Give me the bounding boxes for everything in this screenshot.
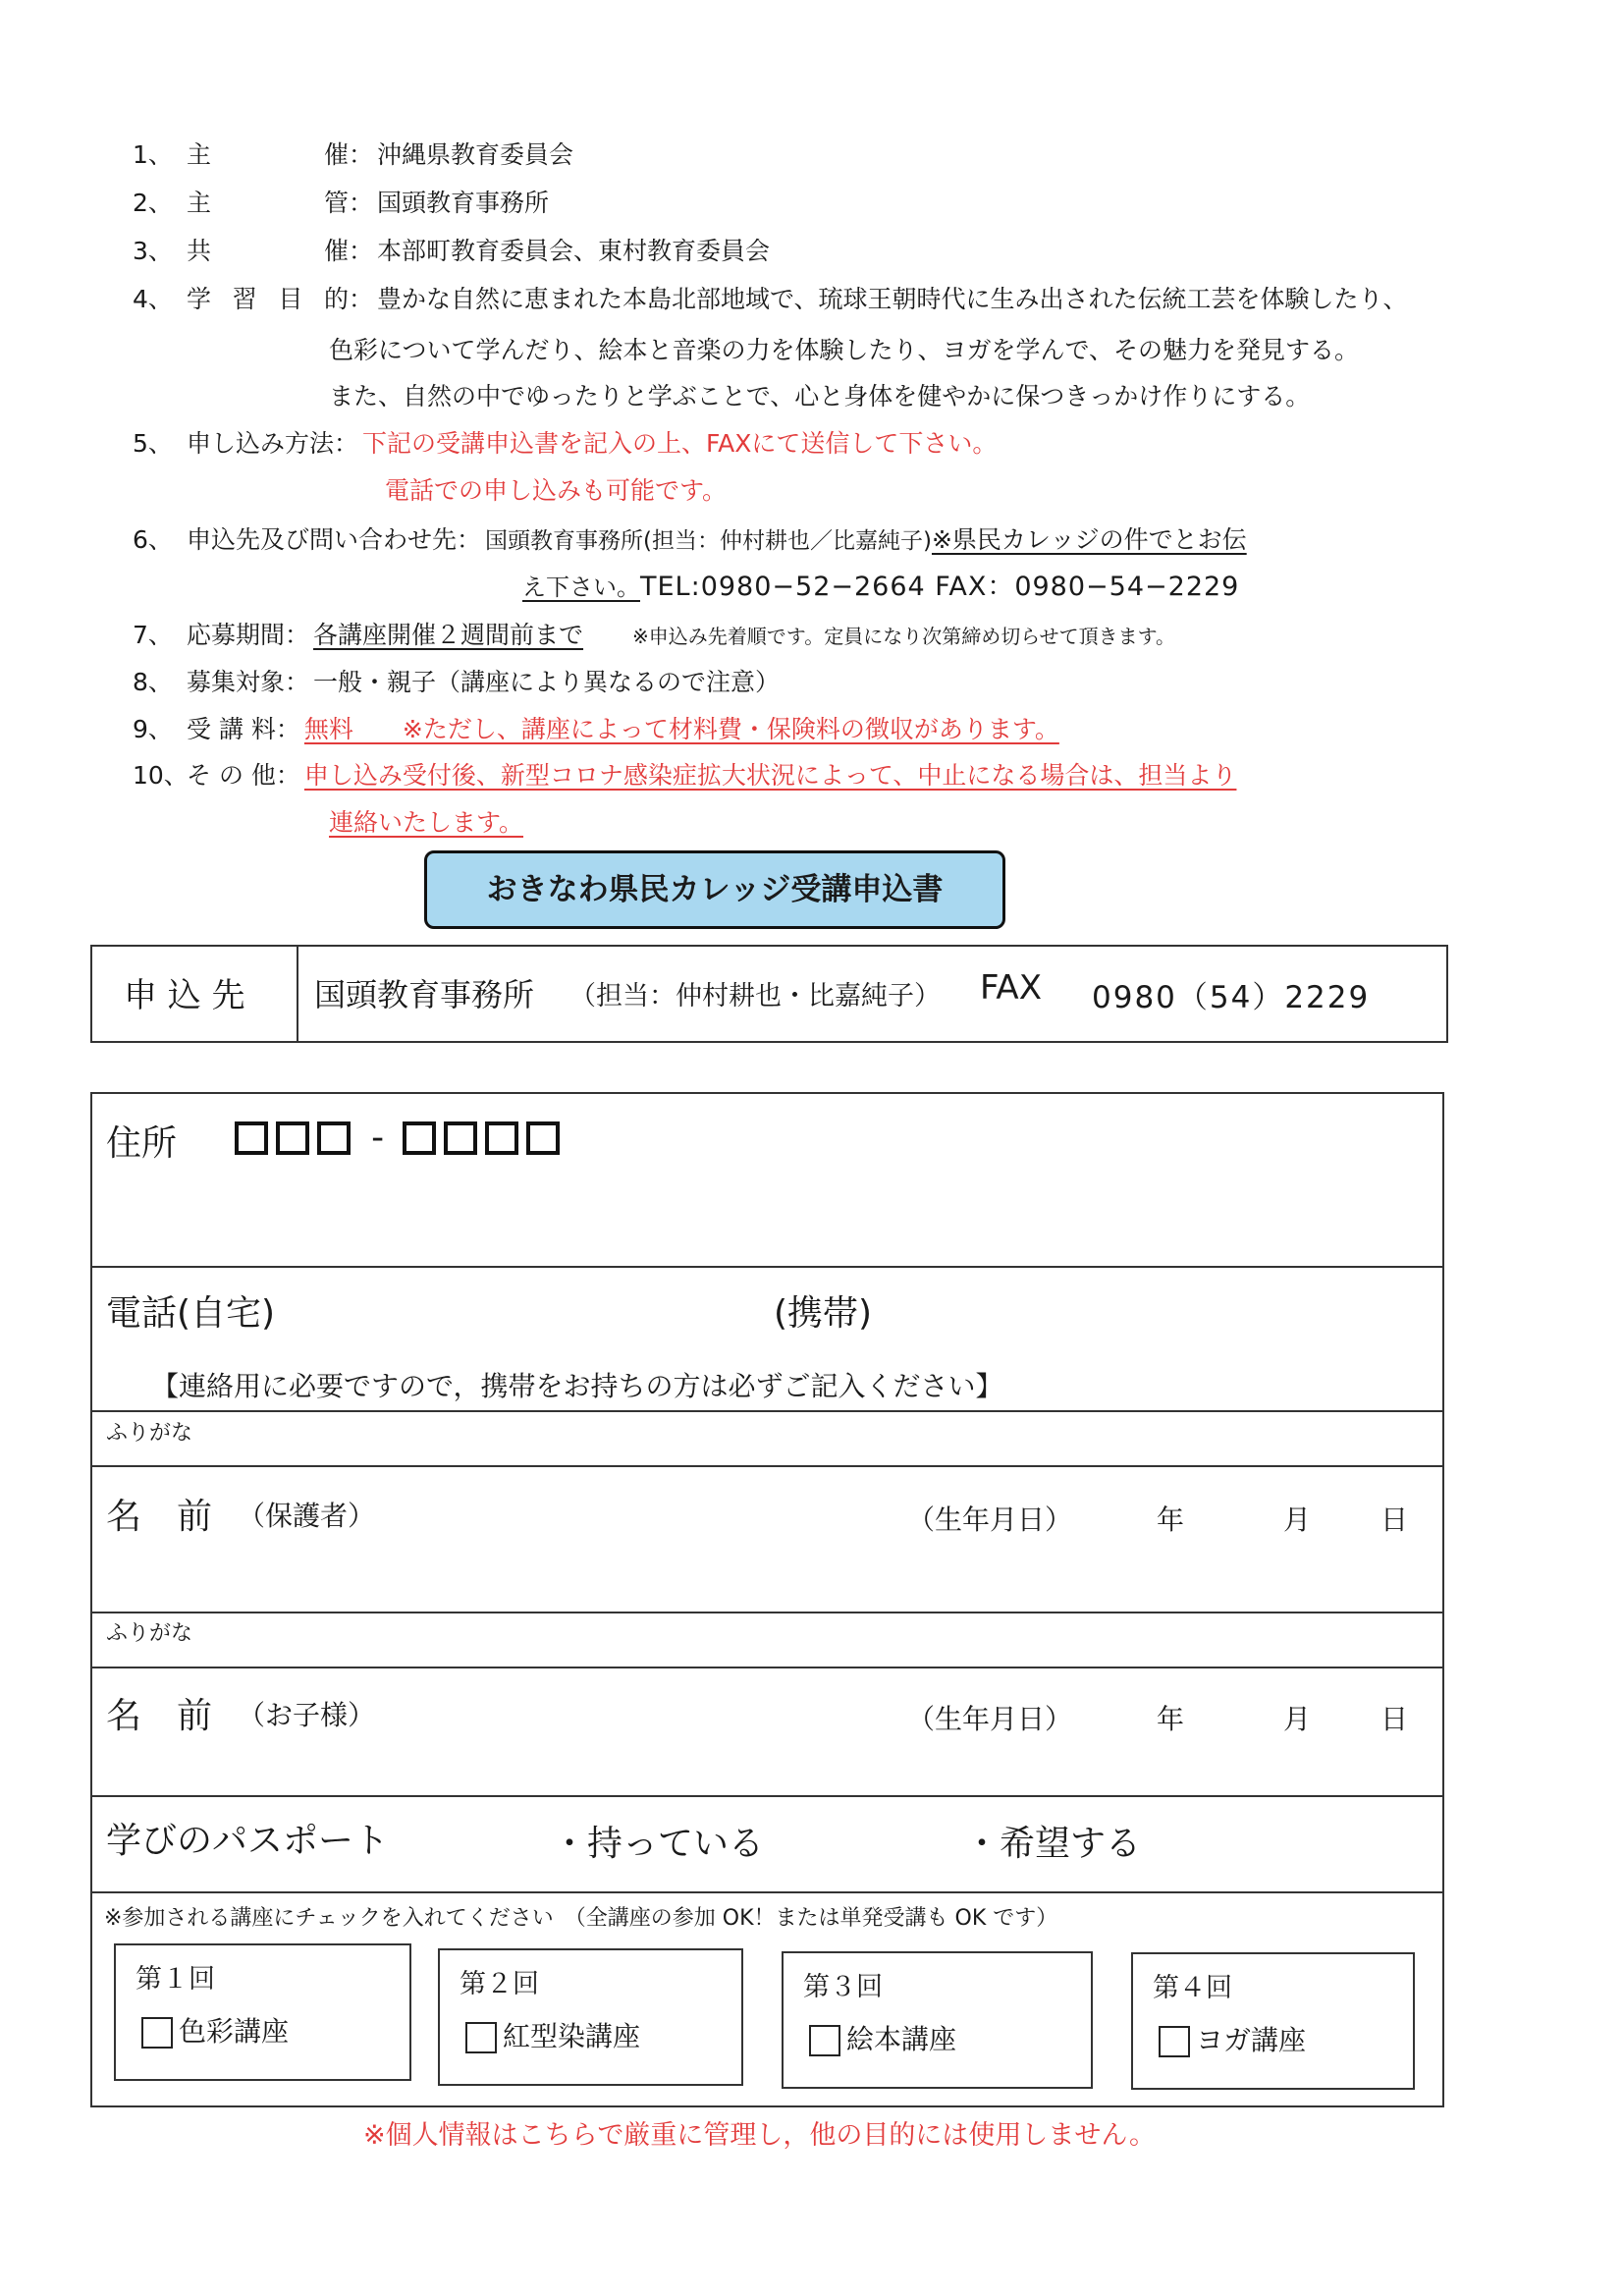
- destination-box: [90, 945, 1448, 1043]
- divider: [92, 1795, 1442, 1797]
- day-label: 日: [1380, 1703, 1409, 1735]
- postal-digit-box[interactable]: [276, 1121, 309, 1155]
- item-period: 7、 応募期間： 各講座開催２週間前まで ※申込み先着順です。定員になり次第締め切らせて頂きます。: [133, 621, 1176, 649]
- guardian-label: （保護者）: [238, 1500, 376, 1532]
- item-target: 8、 募集対象： 一般・親子（講座により異なるので注意）: [133, 668, 781, 696]
- phone-note: 【連絡用に必要ですので，携帯をお持ちの方は必ずご記入ください】: [151, 1370, 1003, 1402]
- form-title: おきなわ県民カレッジ受講申込書: [424, 850, 1005, 929]
- month-label: 月: [1283, 1703, 1312, 1735]
- postal-digit-box[interactable]: [485, 1121, 518, 1155]
- passport-label: 学びのパスポート: [106, 1821, 390, 1861]
- divider: [92, 1612, 1442, 1613]
- item-co-host: 3、 共 催： 本部町教育委員会、東村教育委員会: [133, 237, 771, 265]
- course-checkbox[interactable]: [1159, 2026, 1190, 2057]
- destination-value: 国頭教育事務所: [314, 976, 535, 1013]
- year-label: 年: [1157, 1703, 1185, 1735]
- item-contact: 6、 申込先及び問い合わせ先： 国頭教育事務所(担当：仲村耕也／比嘉純子)※県民カレッジの件でとお伝: [133, 525, 1247, 554]
- furigana-label: ふりがな: [106, 1421, 193, 1446]
- item-manager: 2、 主 管： 国頭教育事務所: [133, 189, 550, 217]
- passport-wish-option[interactable]: ・希望する: [964, 1824, 1142, 1864]
- birthday-label: （生年月日）: [907, 1703, 1073, 1735]
- course-card-3[interactable]: 第３回 絵本講座: [782, 1951, 1093, 2089]
- phone-mobile-label: (携帯): [774, 1293, 873, 1334]
- phone-home-label: 電話(自宅): [106, 1293, 276, 1334]
- purpose-line-2: 色彩について学んだり、絵本と音楽の力を体験したり、ヨガを学んで、その魅力を発見する。: [329, 336, 1360, 364]
- furigana-label: ふりがな: [106, 1621, 193, 1646]
- destination-label: 申 込 先: [124, 976, 245, 1015]
- course-card-4[interactable]: 第４回 ヨガ講座: [1131, 1952, 1415, 2090]
- divider: [92, 1891, 1442, 1893]
- item-fee: 9、 受 講 料： 無料 ※ただし、講座によって材料費・保険料の徴収があります。: [133, 715, 1059, 743]
- birthday-label: （生年月日）: [907, 1503, 1073, 1536]
- purpose-line-3: また、自然の中でゆったりと学ぶことで、心と身体を健やかに保つきっかけ作りにする。: [329, 382, 1311, 410]
- postal-digit-box[interactable]: [444, 1121, 477, 1155]
- item-purpose: 4、 学習目的： 豊かな自然に恵まれた本島北部地域で、琉球王朝時代に生み出された伝統工芸を体験したり、: [133, 285, 1408, 313]
- postal-digit-box[interactable]: [403, 1121, 436, 1155]
- divider: [92, 1667, 1442, 1668]
- course-checkbox[interactable]: [809, 2025, 840, 2056]
- apply-method-line-2: 電話での申し込みも可能です。: [385, 476, 728, 505]
- month-label: 月: [1283, 1503, 1312, 1536]
- course-checkbox[interactable]: [141, 2017, 173, 2049]
- application-form: [90, 1092, 1444, 2107]
- divider: [92, 1266, 1442, 1268]
- item-apply-method: 5、 申し込み方法： 下記の受講申込書を記入の上、FAXにて送信して下さい。: [133, 429, 998, 458]
- fax-number: 0980（54）2229: [1092, 980, 1371, 1015]
- divider: [92, 1465, 1442, 1467]
- item-organizer: 1、 主 催： 沖縄県教育委員会: [133, 140, 574, 169]
- postal-code-boxes[interactable]: -: [235, 1118, 568, 1158]
- name-label: 名 前: [106, 1696, 213, 1736]
- postal-digit-box[interactable]: [526, 1121, 560, 1155]
- course-card-1[interactable]: 第１回 色彩講座: [114, 1943, 411, 2081]
- destination-divider: [297, 947, 298, 1041]
- course-checkbox[interactable]: [465, 2022, 497, 2053]
- course-check-note: ※参加される講座にチェックを入れてください （全講座の参加 OK！または単発受講も OK です）: [104, 1906, 1058, 1931]
- postal-digit-box[interactable]: [235, 1121, 268, 1155]
- postal-digit-box[interactable]: [317, 1121, 351, 1155]
- other-line-2: 連絡いたします。: [329, 808, 524, 837]
- contact-line-2: え下さい。TEL:0980−52−2664 FAX：0980−54−2229: [522, 572, 1240, 602]
- passport-have-option[interactable]: ・持っている: [552, 1824, 765, 1864]
- item-other: 10、そ の 他： 申し込み受付後、新型コロナ感染症拡大状況によって、中止になる場合は、担当より: [133, 761, 1237, 790]
- destination-contact: （担当：仲村耕也・比嘉純子）: [569, 981, 941, 1011]
- year-label: 年: [1157, 1503, 1185, 1536]
- day-label: 日: [1380, 1503, 1409, 1536]
- address-label: 住所: [106, 1123, 178, 1164]
- course-card-2[interactable]: 第２回 紅型染講座: [438, 1948, 743, 2086]
- privacy-note: ※個人情報はこちらで厳重に管理し，他の目的には使用しません。: [363, 2120, 1156, 2151]
- divider: [92, 1410, 1442, 1412]
- child-label: （お子様）: [238, 1699, 376, 1731]
- name-label: 名 前: [106, 1497, 213, 1537]
- fax-label: FAX: [980, 968, 1042, 1008]
